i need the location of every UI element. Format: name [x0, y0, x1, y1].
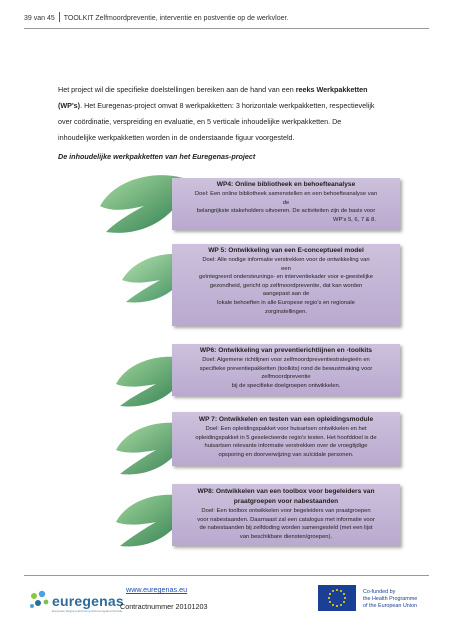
figure-title: De inhoudelijke werkpakketten van het Euregenas-project — [58, 152, 256, 161]
wp6-line-4: bij de specifieke doelgroepen ontwikkelen. — [231, 382, 341, 389]
footer-rule — [24, 575, 429, 576]
work-package-wp8 — [172, 484, 400, 546]
wp8-line-4: van beschikbare diensten/groepen). — [239, 533, 333, 540]
wp5-title: WP 5: Ontwikkeling van een E-conceptueel model — [208, 247, 364, 254]
wp8-line-1: Doel: Een toolbox ontwikkelen voor begeleiders van praatgroepen — [201, 508, 371, 514]
contract-number: Contractnummer 20101203 — [120, 602, 208, 611]
wp8-title-line-1: WP8: Ontwikkelen van een toolbox voor begeleiders van — [197, 488, 375, 495]
wp4-line-3: belangrijkste stakeholders uitvoeren. De activiteiten zijn de basis voor — [196, 208, 376, 215]
wp4-line-4: WP's 5, 6, 7 & 8. — [333, 216, 376, 223]
wp5-line-7: zorginstellingen. — [265, 308, 307, 315]
wp4-line-1: Doel: Een online bibliotheek samenstellen en een behoefteanalyse van — [194, 191, 378, 197]
wp5-line-4: gezondheid, gericht op zelfmoordpreventie, dat kan worden — [209, 282, 363, 289]
work-package-wp4 — [172, 178, 400, 230]
wp7-line-3: huisartsen relevante informatie verstrekken over de vroegtijdige — [204, 443, 368, 450]
wp7-title: WP 7: Ontwikkelen en testen van een opleidingsmodule — [198, 416, 374, 423]
work-package-wp6 — [172, 344, 400, 396]
wp4-title: WP4: Online bibliotheek en behoefteanalyse — [216, 181, 356, 188]
wp8-line-2: voor nabestaanden. Daarnaast zal een catalogus met informatie voor — [197, 516, 375, 523]
wp7-line-1: Doel: Een opleidingspakket voor huisartsen ontwikkelen en het — [205, 426, 367, 432]
website-link[interactable]: www.euregenas.eu — [126, 585, 188, 594]
intro-line-2: (WP's). Het Euregenas-project omvat 8 werkpakketten: 3 horizontale werkpakketten, respectievelijk — [58, 101, 375, 110]
work-package-wp7 — [172, 412, 400, 466]
intro-line-4: inhoudelijke werkpakketten worden in de onderstaande figuur voorgesteld. — [58, 133, 295, 142]
eu-flag-icon — [318, 585, 356, 611]
wp5-line-1: Doel: Alle nodige informatie verstrekken voor de ontwikkeling van — [202, 257, 370, 263]
wp7-line-2: opleidingspakket in 5 geselecteerde regio's testen. Het hoofddoel is de — [195, 434, 377, 441]
wp5-line-5: aangepast aan de — [262, 291, 310, 298]
eu-funding-text: Co-funded by the Health Programme of the European Union — [363, 589, 418, 609]
logo-wordmark: euregenas — [52, 593, 124, 609]
wp5-line-3: geïntegreerd ondersteunings- en interventiekader voor e-geestelijke — [198, 274, 373, 281]
wp6-line-1: Doel: Algemene richtlijnen voor zelfmoordpreventiestrategieën en — [202, 357, 370, 363]
work-package-wp5 — [172, 244, 400, 326]
wp5-line-6: lokale behoeften in alle Europese regio's en regionale — [217, 299, 355, 306]
wp7-line-4: opsporing en doorverwijzing van suïcidale personen. — [218, 451, 354, 458]
intro-line-1: Het project wil die specifieke doelstellingen bereiken aan de hand van een reeks Werkpakketten — [58, 85, 368, 94]
wp8-title-line-2: praatgroepen voor nabestaanden — [233, 498, 339, 505]
wp6-line-3: zelfmoordpreventie — [261, 374, 311, 381]
logo-tagline: European Regions Enforcing Actions Against Suicide — [52, 609, 123, 613]
page-number: 39 van 45 — [24, 15, 55, 22]
wp4-line-2: de — [282, 199, 290, 206]
wp5-line-2: een — [281, 265, 291, 272]
intro-line-3: over coördinatie, verspreiding en evaluatie, en 5 verticale inhoudelijke werkpakketten. De — [58, 117, 342, 126]
wp6-line-2: specifieke preventiepakketten (toolkits) rond de bewustmaking voor — [199, 365, 373, 372]
wp6-title: WP6: Ontwikkeling van preventierichtlijnen en -toolkits — [199, 347, 373, 354]
wp8-line-3: de nabestaanden bij zelfdoding worden samengesteld (met een lijst — [199, 525, 373, 532]
document-title: TOOLKIT Zelfmoordpreventie, interventie en postventie op de werkvloer. — [63, 15, 289, 22]
